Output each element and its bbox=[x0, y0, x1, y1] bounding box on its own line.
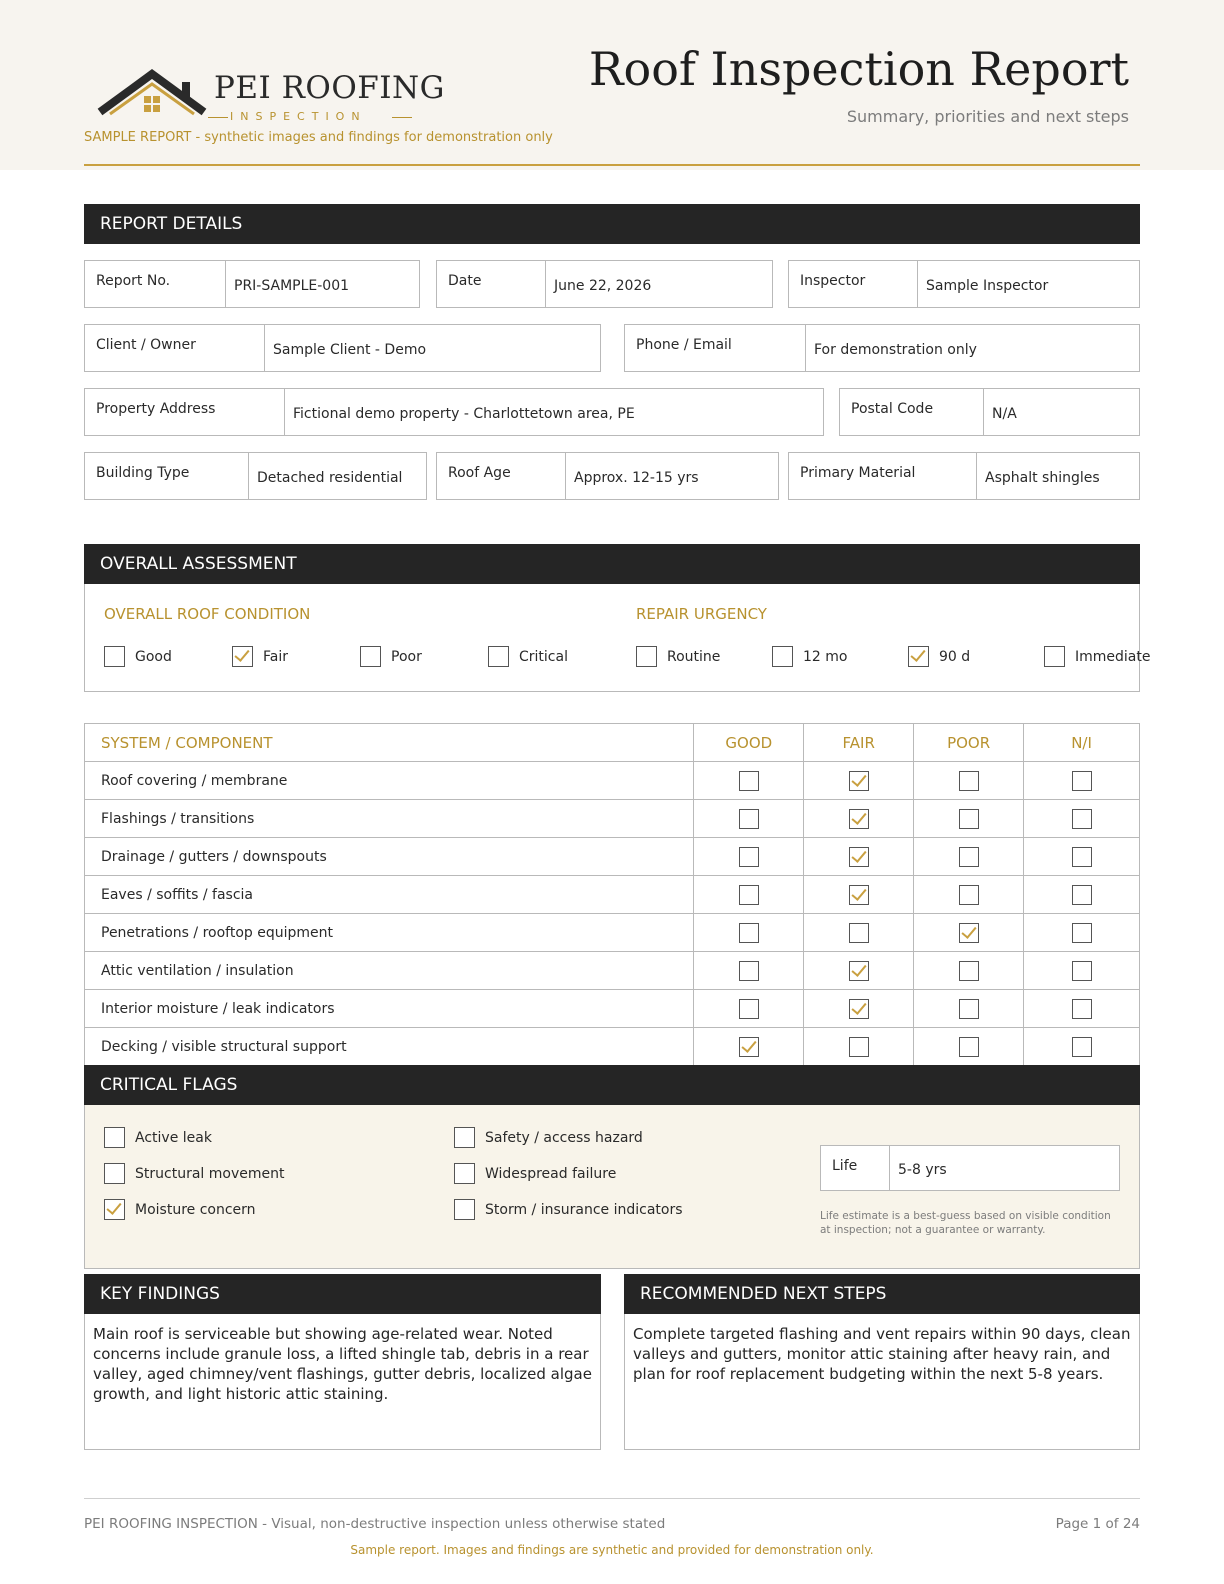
option-label: Critical bbox=[519, 648, 568, 665]
checkbox[interactable] bbox=[959, 809, 979, 829]
rating-cell-good bbox=[694, 914, 804, 952]
rating-cell-fair bbox=[804, 800, 914, 838]
checkbox[interactable] bbox=[772, 646, 793, 667]
rating-cell-poor bbox=[914, 800, 1024, 838]
field-label: Roof Age bbox=[437, 453, 566, 499]
checkbox[interactable] bbox=[739, 923, 759, 943]
field-value[interactable]: 5-8 yrs bbox=[898, 1162, 947, 1178]
checkbox[interactable] bbox=[360, 646, 381, 667]
urgency-option-immediate[interactable] bbox=[1044, 646, 1150, 667]
rating-cell-ni bbox=[1024, 838, 1140, 876]
checkbox[interactable] bbox=[959, 885, 979, 905]
checkbox[interactable] bbox=[959, 923, 979, 943]
document-title: Roof Inspection Report bbox=[588, 42, 1129, 96]
rating-cell-good bbox=[694, 1028, 804, 1066]
document-subtitle: Summary, priorities and next steps bbox=[846, 107, 1129, 126]
rating-cell-poor bbox=[914, 952, 1024, 990]
option-label: Poor bbox=[391, 648, 422, 665]
component-name: Attic ventilation / insulation bbox=[85, 952, 694, 990]
footer-company-note: PEI ROOFING INSPECTION - Visual, non-destructive inspection unless otherwise stated bbox=[84, 1516, 666, 1532]
field-value[interactable]: N/A bbox=[992, 406, 1017, 422]
section-heading-critical-flags: CRITICAL FLAGS bbox=[84, 1065, 1140, 1105]
field-label: Primary Material bbox=[789, 453, 977, 499]
section-heading-next-steps: RECOMMENDED NEXT STEPS bbox=[624, 1274, 1140, 1314]
flag-label: Safety / access hazard bbox=[485, 1129, 643, 1146]
rating-cell-ni bbox=[1024, 762, 1140, 800]
flag-label: Moisture concern bbox=[135, 1201, 256, 1218]
table-header-row bbox=[85, 724, 1140, 762]
date-field bbox=[436, 260, 773, 308]
checkbox[interactable] bbox=[908, 646, 929, 667]
field-value[interactable]: Detached residential bbox=[257, 470, 403, 486]
checkbox[interactable] bbox=[959, 771, 979, 791]
flag-structural-movement[interactable] bbox=[104, 1163, 284, 1184]
table-row bbox=[85, 800, 1140, 838]
footer-divider bbox=[84, 1498, 1140, 1499]
table-row bbox=[85, 952, 1140, 990]
checkbox[interactable] bbox=[1044, 646, 1065, 667]
table-row bbox=[85, 914, 1140, 952]
logo-subtitle: INSPECTION bbox=[230, 110, 367, 123]
checkbox[interactable] bbox=[454, 1127, 475, 1148]
condition-option-critical[interactable] bbox=[488, 646, 568, 667]
flag-moisture-concern[interactable] bbox=[104, 1199, 256, 1220]
checkbox[interactable] bbox=[739, 847, 759, 867]
flag-widespread-failure[interactable] bbox=[454, 1163, 616, 1184]
checkbox[interactable] bbox=[636, 646, 657, 667]
flag-label: Widespread failure bbox=[485, 1165, 617, 1182]
field-label: Life bbox=[821, 1146, 890, 1190]
checkbox[interactable] bbox=[1072, 999, 1092, 1019]
logo-divider bbox=[392, 117, 412, 118]
field-value[interactable]: PRI-SAMPLE-001 bbox=[234, 278, 350, 294]
field-label: Date bbox=[437, 261, 546, 307]
component-name: Eaves / soffits / fascia bbox=[85, 876, 694, 914]
column-header: N/I bbox=[1024, 724, 1140, 762]
checkbox[interactable] bbox=[849, 885, 869, 905]
checkbox[interactable] bbox=[959, 999, 979, 1019]
client-owner-field bbox=[84, 324, 601, 372]
checkbox[interactable] bbox=[1072, 923, 1092, 943]
checkbox[interactable] bbox=[1072, 847, 1092, 867]
checkbox[interactable] bbox=[849, 1037, 869, 1057]
checkbox[interactable] bbox=[849, 809, 869, 829]
rating-cell-fair bbox=[804, 952, 914, 990]
component-name: Interior moisture / leak indicators bbox=[85, 990, 694, 1028]
checkbox[interactable] bbox=[1072, 1037, 1092, 1057]
rating-cell-ni bbox=[1024, 990, 1140, 1028]
checkbox[interactable] bbox=[739, 1037, 759, 1057]
checkbox[interactable] bbox=[849, 961, 869, 981]
checkbox[interactable] bbox=[1072, 771, 1092, 791]
table-row bbox=[85, 876, 1140, 914]
rating-cell-good bbox=[694, 762, 804, 800]
checkbox[interactable] bbox=[849, 771, 869, 791]
option-label: Fair bbox=[263, 648, 288, 665]
rating-cell-fair bbox=[804, 990, 914, 1028]
condition-heading: OVERALL ROOF CONDITION bbox=[104, 605, 311, 623]
checkbox[interactable] bbox=[488, 646, 509, 667]
component-name: Penetrations / rooftop equipment bbox=[85, 914, 694, 952]
flag-storm-insurance-indicators[interactable] bbox=[454, 1199, 683, 1220]
rating-cell-good bbox=[694, 952, 804, 990]
company-logo bbox=[96, 62, 445, 124]
rating-cell-fair bbox=[804, 762, 914, 800]
rating-cell-poor bbox=[914, 838, 1024, 876]
field-label: Postal Code bbox=[840, 389, 984, 435]
section-heading-overall-assessment: OVERALL ASSESSMENT bbox=[84, 544, 1140, 584]
house-roof-icon bbox=[96, 66, 208, 118]
footer-sample-note: Sample report. Images and findings are synthetic and provided for demonstration only. bbox=[350, 1543, 874, 1557]
overall-assessment-panel bbox=[84, 584, 1140, 692]
logo-name: PEI ROOFING bbox=[214, 70, 445, 106]
checkbox[interactable] bbox=[959, 1037, 979, 1057]
rating-cell-good bbox=[694, 800, 804, 838]
checkbox[interactable] bbox=[849, 923, 869, 943]
rating-cell-poor bbox=[914, 990, 1024, 1028]
field-label: Property Address bbox=[85, 389, 285, 435]
rating-cell-fair bbox=[804, 838, 914, 876]
checkbox[interactable] bbox=[739, 961, 759, 981]
table-row bbox=[85, 990, 1140, 1028]
page-number: Page 1 of 24 bbox=[1055, 1516, 1140, 1532]
column-header: GOOD bbox=[694, 724, 804, 762]
option-label: 12 mo bbox=[803, 648, 848, 665]
flag-label: Structural movement bbox=[135, 1165, 285, 1182]
life-field bbox=[820, 1145, 1120, 1191]
table-row bbox=[85, 1028, 1140, 1066]
rating-cell-ni bbox=[1024, 914, 1140, 952]
flag-active-leak[interactable] bbox=[104, 1127, 212, 1148]
field-value[interactable]: June 22, 2026 bbox=[554, 278, 652, 294]
checkbox[interactable] bbox=[849, 847, 869, 867]
key-findings-text: Main roof is serviceable but showing age-related wear. Noted concerns include granule loss, a lifted shingle tab, debris in a rear valley, aged chimney/vent flashings, gutter debris, localized algae growth, and light historic attic staining. bbox=[84, 1314, 601, 1450]
condition-option-good[interactable] bbox=[104, 646, 172, 667]
checkbox[interactable] bbox=[454, 1163, 475, 1184]
next-steps-text: Complete targeted flashing and vent repairs within 90 days, clean valleys and gutters, monitor attic staining after heavy rain, and plan for roof replacement budgeting within the next 5-8 years. bbox=[624, 1314, 1140, 1450]
roof-age-field bbox=[436, 452, 779, 500]
checkbox[interactable] bbox=[232, 646, 253, 667]
section-heading-key-findings: KEY FINDINGS bbox=[84, 1274, 601, 1314]
checkbox[interactable] bbox=[959, 961, 979, 981]
checkbox[interactable] bbox=[1072, 961, 1092, 981]
rating-cell-good bbox=[694, 990, 804, 1028]
checkbox[interactable] bbox=[104, 1127, 125, 1148]
rating-cell-good bbox=[694, 838, 804, 876]
checkbox[interactable] bbox=[1072, 885, 1092, 905]
checkbox[interactable] bbox=[849, 999, 869, 1019]
rating-cell-ni bbox=[1024, 952, 1140, 990]
option-label: Immediate bbox=[1075, 648, 1151, 665]
postal-code-field bbox=[839, 388, 1140, 436]
field-label: Client / Owner bbox=[85, 325, 265, 371]
component-name: Drainage / gutters / downspouts bbox=[85, 838, 694, 876]
component-name: Flashings / transitions bbox=[85, 800, 694, 838]
field-value[interactable]: Sample Inspector bbox=[926, 278, 1049, 294]
checkbox[interactable] bbox=[739, 771, 759, 791]
rating-cell-poor bbox=[914, 876, 1024, 914]
report-no-field bbox=[84, 260, 420, 308]
rating-cell-poor bbox=[914, 762, 1024, 800]
checkbox[interactable] bbox=[739, 809, 759, 829]
checkbox[interactable] bbox=[739, 885, 759, 905]
rating-cell-fair bbox=[804, 1028, 914, 1066]
component-name: Roof covering / membrane bbox=[85, 762, 694, 800]
column-header: FAIR bbox=[804, 724, 914, 762]
table-row bbox=[85, 838, 1140, 876]
column-header: SYSTEM / COMPONENT bbox=[85, 724, 694, 762]
flag-label: Storm / insurance indicators bbox=[485, 1201, 683, 1218]
checkbox[interactable] bbox=[104, 1199, 125, 1220]
rating-cell-fair bbox=[804, 914, 914, 952]
phone-email-field bbox=[624, 324, 1140, 372]
field-label: Building Type bbox=[85, 453, 249, 499]
field-label: Inspector bbox=[789, 261, 918, 307]
table-row bbox=[85, 762, 1140, 800]
field-value[interactable]: Sample Client - Demo bbox=[273, 342, 427, 358]
checkbox[interactable] bbox=[1072, 809, 1092, 829]
urgency-option-90-d[interactable] bbox=[908, 646, 970, 667]
field-value[interactable]: Asphalt shingles bbox=[985, 470, 1100, 486]
sample-note: SAMPLE REPORT - synthetic images and findings for demonstration only bbox=[84, 130, 553, 145]
field-value[interactable]: For demonstration only bbox=[814, 342, 977, 358]
field-value[interactable]: Fictional demo property - Charlottetown area, PE bbox=[293, 406, 635, 422]
urgency-option-routine[interactable] bbox=[636, 646, 720, 667]
checkbox[interactable] bbox=[104, 646, 125, 667]
field-label: Phone / Email bbox=[625, 325, 806, 371]
rating-cell-ni bbox=[1024, 876, 1140, 914]
rating-cell-poor bbox=[914, 1028, 1024, 1066]
option-label: Routine bbox=[667, 648, 721, 665]
checkbox[interactable] bbox=[959, 847, 979, 867]
system-component-table bbox=[84, 723, 1140, 1066]
checkbox[interactable] bbox=[739, 999, 759, 1019]
section-heading-report-details: REPORT DETAILS bbox=[84, 204, 1140, 244]
primary-material-field bbox=[788, 452, 1140, 500]
component-name: Decking / visible structural support bbox=[85, 1028, 694, 1066]
flag-label: Active leak bbox=[135, 1129, 212, 1146]
checkbox[interactable] bbox=[454, 1199, 475, 1220]
rating-cell-ni bbox=[1024, 800, 1140, 838]
life-estimate-note: Life estimate is a best-guess based on visible condition at inspection; not a guarantee or warranty. bbox=[820, 1210, 1111, 1236]
property-address-field bbox=[84, 388, 824, 436]
option-label: Good bbox=[135, 648, 172, 665]
condition-option-fair[interactable] bbox=[232, 646, 288, 667]
urgency-option-12-mo[interactable] bbox=[772, 646, 847, 667]
flag-safety-access-hazard[interactable] bbox=[454, 1127, 643, 1148]
field-label: Report No. bbox=[85, 261, 226, 307]
rating-cell-fair bbox=[804, 876, 914, 914]
rating-cell-good bbox=[694, 876, 804, 914]
inspector-field bbox=[788, 260, 1140, 308]
logo-divider bbox=[208, 117, 228, 118]
urgency-heading: REPAIR URGENCY bbox=[636, 605, 767, 623]
header-divider bbox=[84, 164, 1140, 166]
rating-cell-poor bbox=[914, 914, 1024, 952]
checkbox[interactable] bbox=[104, 1163, 125, 1184]
rating-cell-ni bbox=[1024, 1028, 1140, 1066]
field-value[interactable]: Approx. 12-15 yrs bbox=[574, 470, 699, 486]
option-label: 90 d bbox=[939, 648, 971, 665]
column-header: POOR bbox=[914, 724, 1024, 762]
condition-option-poor[interactable] bbox=[360, 646, 422, 667]
building-type-field bbox=[84, 452, 427, 500]
